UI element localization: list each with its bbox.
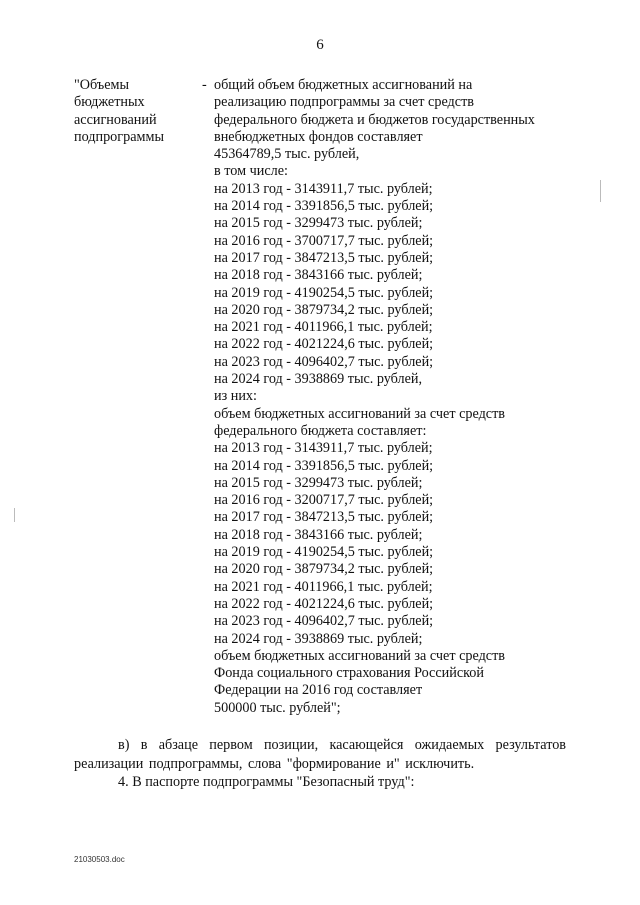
passport-value-line: на 2017 год - 3847213,5 тыс. рублей; xyxy=(214,249,434,266)
passport-value-line: на 2022 год - 4021224,6 тыс. рублей; xyxy=(214,336,434,353)
passport-value-line: из них: xyxy=(214,388,257,405)
passport-value-line: на 2023 год - 4096402,7 тыс. рублей; xyxy=(214,353,434,370)
passport-value-line: общий объем бюджетных ассигнований на xyxy=(214,77,473,93)
passport-value-line: на 2024 год - 3938869 тыс. рублей; xyxy=(214,630,423,647)
passport-value-line: внебюджетных фондов составляет xyxy=(214,128,423,145)
passport-value-line: на 2015 год - 3299473 тыс. рублей; xyxy=(214,215,423,232)
passport-value-line: на 2014 год - 3391856,5 тыс. рублей; xyxy=(214,457,434,474)
passport-value-line: в том числе: xyxy=(214,163,288,180)
body-text xyxy=(74,736,566,792)
passport-value-line: на 2021 год - 4011966,1 тыс. рублей; xyxy=(214,578,433,595)
passport-value-line: на 2013 год - 3143911,7 тыс. рублей; xyxy=(214,180,433,197)
passport-value-line: на 2019 год - 4190254,5 тыс. рублей; xyxy=(214,284,434,301)
paragraph-item-4: 4. В паспорте подпрограммы "Безопасный труд": xyxy=(118,774,415,790)
passport-value-line: реализацию подпрограммы за счет средств xyxy=(214,94,474,111)
passport-value-line: на 2016 год - 3700717,7 тыс. рублей; xyxy=(214,232,434,249)
passport-label-line: "Объемы xyxy=(74,77,130,93)
passport-label-column xyxy=(74,77,192,146)
passport-value-line: федерального бюджета составляет: xyxy=(214,422,427,439)
passport-value-line: Федерации на 2016 год составляет xyxy=(214,682,423,699)
passport-value-line: на 2016 год - 3200717,7 тыс. рублей; xyxy=(214,492,434,509)
footer-doc-name: 21030503.doc xyxy=(74,855,125,864)
paragraph-item-v: в) в абзаце первом позиции, касающейся ожидаемых результатов реализации подпрограммы, слова "формирование и" исключить. xyxy=(74,737,566,772)
passport-value-column xyxy=(214,77,594,717)
passport-label-line: бюджетных xyxy=(74,94,145,111)
passport-label-line: подпрограммы xyxy=(74,128,164,145)
passport-dash: - xyxy=(202,77,207,93)
passport-value-line: Фонда социального страхования Российской xyxy=(214,665,484,682)
passport-value-line: на 2018 год - 3843166 тыс. рублей; xyxy=(214,267,423,284)
passport-label-line: ассигнований xyxy=(74,111,157,128)
passport-value-line: 45364789,5 тыс. рублей, xyxy=(214,146,360,163)
scan-mark xyxy=(14,508,15,522)
passport-value-line: на 2019 год - 4190254,5 тыс. рублей; xyxy=(214,544,434,561)
passport-value-line: на 2013 год - 3143911,7 тыс. рублей; xyxy=(214,440,433,457)
passport-value-line: на 2022 год - 4021224,6 тыс. рублей; xyxy=(214,595,434,612)
passport-value-line: объем бюджетных ассигнований за счет средств xyxy=(214,405,505,422)
passport-value-line: на 2017 год - 3847213,5 тыс. рублей; xyxy=(214,509,434,526)
passport-value-line: федерального бюджета и бюджетов государственных xyxy=(214,111,535,128)
passport-value-line: на 2015 год - 3299473 тыс. рублей; xyxy=(214,474,423,491)
passport-value-line: 500000 тыс. рублей"; xyxy=(214,699,341,716)
passport-value-line: на 2020 год - 3879734,2 тыс. рублей; xyxy=(214,301,434,318)
passport-value-line: на 2014 год - 3391856,5 тыс. рублей; xyxy=(214,198,434,215)
passport-value-line: на 2021 год - 4011966,1 тыс. рублей; xyxy=(214,319,433,336)
passport-value-line: на 2024 год - 3938869 тыс. рублей, xyxy=(214,371,423,388)
passport-value-line: на 2023 год - 4096402,7 тыс. рублей; xyxy=(214,613,434,630)
passport-value-line: на 2020 год - 3879734,2 тыс. рублей; xyxy=(214,561,434,578)
passport-value-line: объем бюджетных ассигнований за счет средств xyxy=(214,647,505,664)
scan-mark xyxy=(600,180,601,202)
passport-value-line: на 2018 год - 3843166 тыс. рублей; xyxy=(214,526,423,543)
page-number: 6 xyxy=(316,37,324,53)
